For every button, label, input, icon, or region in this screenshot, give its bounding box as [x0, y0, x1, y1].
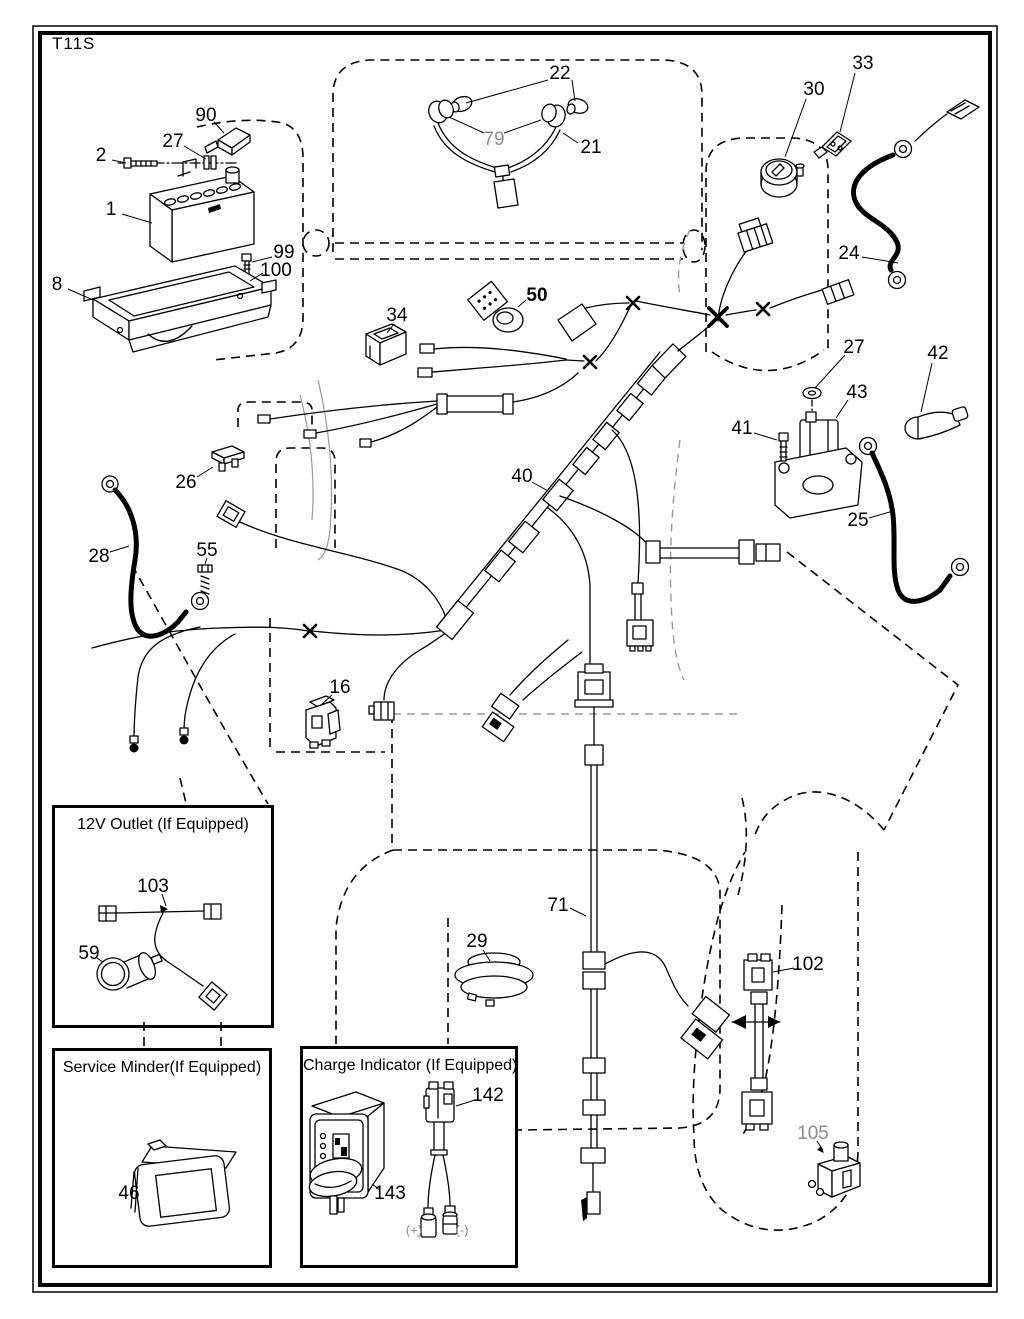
part-label-33: 33: [852, 53, 874, 74]
wire-71: [548, 508, 737, 1221]
part-label-59: 59: [78, 943, 100, 964]
battery-bolt: [118, 156, 236, 169]
solenoid-43: [775, 388, 862, 519]
inset-service-minder: [52, 1048, 272, 1268]
part-label-40: 40: [511, 466, 533, 487]
diagram-code: T11S: [52, 34, 96, 53]
inset-12v-outlet: [52, 805, 274, 1028]
part-label-50: 50: [526, 285, 548, 306]
part-label-41: 41: [731, 418, 753, 439]
inline-fuse-harness: [258, 373, 578, 447]
part-label-99: 99: [273, 242, 295, 263]
part-label-102: 102: [792, 954, 824, 975]
plate-decal: [558, 303, 629, 341]
boot-42: [905, 406, 969, 439]
switch-105: [809, 1141, 861, 1197]
part-label-28: 28: [88, 546, 110, 567]
part-label-142: 142: [472, 1085, 504, 1106]
part-label-34: 34: [386, 305, 408, 326]
part-label-30: 30: [803, 79, 825, 100]
part-label-27: 27: [843, 337, 865, 358]
screw-55: [198, 565, 212, 594]
part-label-90: 90: [195, 105, 217, 126]
part-label-21: 21: [580, 137, 602, 158]
battery-cable-25: [860, 438, 969, 602]
switch-34: [366, 324, 406, 365]
fuse-26: [212, 446, 244, 471]
junction-wires: [304, 216, 854, 637]
battery: [150, 159, 254, 262]
pigtail-wires: [130, 627, 236, 753]
battery-cable-24: [853, 141, 911, 289]
extension-102: [732, 954, 780, 1130]
part-label-25: 25: [847, 510, 869, 531]
connector-pair-rotated: [479, 640, 582, 742]
part-label-46: 46: [118, 1183, 140, 1204]
part-label-103: 103: [137, 876, 169, 897]
inset-service-minder-title: Service Minder(If Equipped): [62, 1059, 262, 1076]
part-label-16: 16: [329, 677, 351, 698]
part-label-24: 24: [838, 243, 860, 264]
part-label-71: 71: [547, 895, 569, 916]
part-label-43: 43: [846, 382, 868, 403]
connector-mid: [369, 632, 447, 720]
part-label-100: 100: [260, 260, 292, 281]
part-label-27: 27: [162, 131, 184, 152]
part-label-79: 79: [483, 129, 505, 150]
connector-50: [468, 281, 523, 332]
part-label-8: 8: [51, 274, 63, 295]
charge-positive-label: (+): [405, 1222, 423, 1238]
part-label-42: 42: [927, 343, 949, 364]
part-label-2: 2: [95, 145, 107, 166]
part-label-22: 22: [549, 63, 571, 84]
connector-with-lead: [217, 501, 446, 618]
ground-cable-28: [102, 476, 209, 636]
terminal-top-right: [915, 100, 979, 141]
part-label-143: 143: [374, 1183, 406, 1204]
battery-tray: [84, 266, 276, 352]
part-label-55: 55: [196, 540, 218, 561]
part-label-29: 29: [466, 931, 488, 952]
part-label-105: 105: [797, 1123, 829, 1144]
part-label-26: 26: [175, 472, 197, 493]
inset-charge-indicator-title: Charge Indicator (If Equipped): [303, 1057, 518, 1074]
headlight-harness: [426, 94, 590, 208]
interlock-module-33: [814, 132, 851, 158]
cap-29: [455, 953, 533, 1006]
part-label-1: 1: [105, 199, 117, 220]
fuse-90: [205, 128, 250, 155]
main-harness-40: [437, 344, 686, 640]
charge-negative-label: (-): [455, 1222, 469, 1238]
inset-12v-outlet-title: 12V Outlet (If Equipped): [77, 816, 249, 833]
ignition-switch: [761, 159, 804, 197]
